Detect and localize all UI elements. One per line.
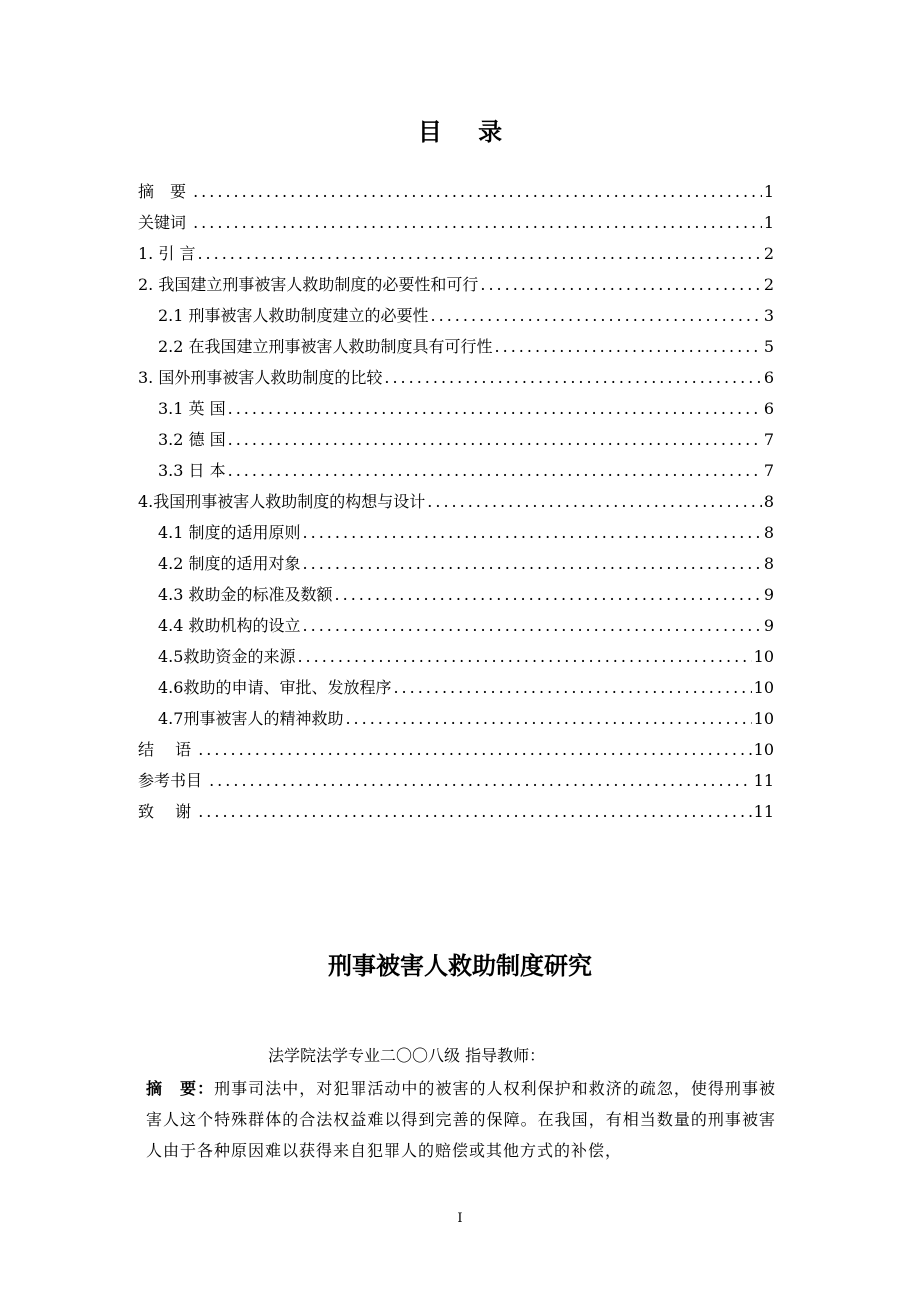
toc-entry-references[interactable]	[138, 765, 774, 796]
toc-leader-dots	[197, 238, 761, 269]
toc-entry-3[interactable]	[138, 362, 774, 393]
toc-leader-dots	[193, 207, 762, 238]
toc-entry-page: 10	[753, 740, 774, 759]
toc-entry-page: 7	[763, 461, 774, 480]
toc-entry-label: 3.2 德 国	[158, 430, 226, 449]
toc-entry-4-3[interactable]	[138, 579, 774, 610]
toc-entry-3-1[interactable]	[138, 393, 774, 424]
toc-entry-3-2[interactable]	[138, 424, 774, 455]
toc-entry-label: 4.1 制度的适用原则	[158, 523, 301, 542]
toc-entry-4-6[interactable]	[138, 672, 774, 703]
toc-entry-label: 摘 要	[138, 182, 192, 201]
toc-entry-label: 2.1 刑事被害人救助制度建立的必要性	[158, 306, 429, 325]
toc-entry-label: 4.我国刑事被害人救助制度的构想与设计	[138, 492, 426, 511]
toc-entry-page: 6	[763, 399, 774, 418]
toc-title: 目 录	[417, 118, 517, 146]
toc-entry-1[interactable]	[138, 238, 774, 269]
toc-entry-label: 4.4 救助机构的设立	[158, 616, 301, 635]
toc-entry-acknowledgements[interactable]	[138, 796, 774, 827]
toc-leader-dots	[209, 765, 752, 796]
toc-entry-4-4[interactable]	[138, 610, 774, 641]
toc-entry-label: 4.5救助资金的来源	[158, 647, 296, 666]
toc-leader-dots	[480, 269, 761, 300]
toc-leader-dots	[431, 300, 762, 331]
toc-entry-page: 10	[753, 678, 774, 697]
page-number: I	[457, 1211, 463, 1226]
toc-entry-2[interactable]	[138, 269, 774, 300]
toc-entry-page: 1	[763, 213, 774, 232]
toc-entry-conclusion[interactable]	[138, 734, 774, 765]
toc-entry-page: 6	[763, 368, 774, 387]
toc-entry-label: 3.3 日 本	[158, 461, 226, 480]
toc-entry-label: 参考书目	[138, 771, 208, 790]
toc-leader-dots	[427, 486, 762, 517]
toc-entry-label: 2.2 在我国建立刑事被害人救助制度具有可行性	[158, 337, 493, 356]
toc-entry-3-3[interactable]	[138, 455, 774, 486]
toc-entry-label: 关键词	[138, 213, 192, 232]
toc-leader-dots	[345, 703, 751, 734]
toc-leader-dots	[303, 610, 762, 641]
toc-leader-dots	[228, 455, 762, 486]
toc-entry-page: 10	[753, 647, 774, 666]
toc-entry-page: 9	[763, 585, 774, 604]
toc-entry-4-7[interactable]	[138, 703, 774, 734]
toc-entry-2-1[interactable]	[138, 300, 774, 331]
toc-leader-dots	[495, 331, 762, 362]
toc-entry-page: 1	[763, 182, 774, 201]
toc-entry-page: 11	[753, 771, 774, 790]
paper-title: 刑事被害人救助制度研究	[328, 952, 592, 980]
toc-entry-page: 2	[763, 244, 774, 263]
toc-leader-dots	[303, 548, 762, 579]
toc-entry-label: 4.7刑事被害人的精神救助	[158, 709, 344, 728]
toc-entry-label: 3.1 英 国	[158, 399, 226, 418]
toc-leader-dots	[297, 641, 751, 672]
table-of-contents	[138, 176, 774, 827]
toc-leader-dots	[198, 796, 751, 827]
author-line: 法学院法学专业二〇〇八级 指导教师：	[268, 1046, 546, 1065]
toc-leader-dots	[303, 517, 762, 548]
toc-entry-label: 致 谢	[138, 802, 197, 821]
toc-entry-4-1[interactable]	[138, 517, 774, 548]
abstract-paragraph	[146, 1073, 776, 1166]
toc-entry-page: 5	[763, 337, 774, 356]
toc-leader-dots	[193, 176, 762, 207]
toc-entry-label: 4.6救助的申请、审批、发放程序	[158, 678, 392, 697]
toc-leader-dots	[393, 672, 751, 703]
toc-entry-page: 8	[763, 523, 774, 542]
toc-entry-page: 8	[763, 492, 774, 511]
toc-entry-label: 结 语	[138, 740, 197, 759]
toc-entry-label: 3. 国外刑事被害人救助制度的比较	[138, 368, 383, 387]
toc-entry-4[interactable]	[138, 486, 774, 517]
toc-leader-dots	[384, 362, 761, 393]
abstract-label: 摘 要：	[146, 1079, 215, 1098]
toc-entry-label: 4.2 制度的适用对象	[158, 554, 301, 573]
toc-leader-dots	[228, 424, 762, 455]
toc-leader-dots	[198, 734, 751, 765]
toc-leader-dots	[335, 579, 762, 610]
toc-entry-4-2[interactable]	[138, 548, 774, 579]
toc-entry-label: 1. 引 言	[138, 244, 196, 263]
toc-entry-page: 3	[763, 306, 774, 325]
toc-entry-page: 8	[763, 554, 774, 573]
toc-entry-label: 4.3 救助金的标准及数额	[158, 585, 333, 604]
toc-entry-4-5[interactable]	[138, 641, 774, 672]
toc-entry-label: 2. 我国建立刑事被害人救助制度的必要性和可行	[138, 275, 479, 294]
toc-entry-page: 9	[763, 616, 774, 635]
toc-entry-abstract[interactable]	[138, 176, 774, 207]
toc-leader-dots	[228, 393, 762, 424]
toc-entry-page: 10	[753, 709, 774, 728]
abstract-text: 刑事司法中，对犯罪活动中的被害的人权利保护和救济的疏忽，使得刑事被害人这个特殊群体的合法权益难以得到完善的保障。在我国，有相当数量的刑事被害人由于各种原因难以获得来自犯罪人的赔偿或其他方式的补偿，	[146, 1079, 776, 1160]
toc-entry-keywords[interactable]	[138, 207, 774, 238]
toc-entry-page: 11	[753, 802, 774, 821]
toc-entry-2-2[interactable]	[138, 331, 774, 362]
toc-entry-page: 2	[763, 275, 774, 294]
toc-entry-page: 7	[763, 430, 774, 449]
